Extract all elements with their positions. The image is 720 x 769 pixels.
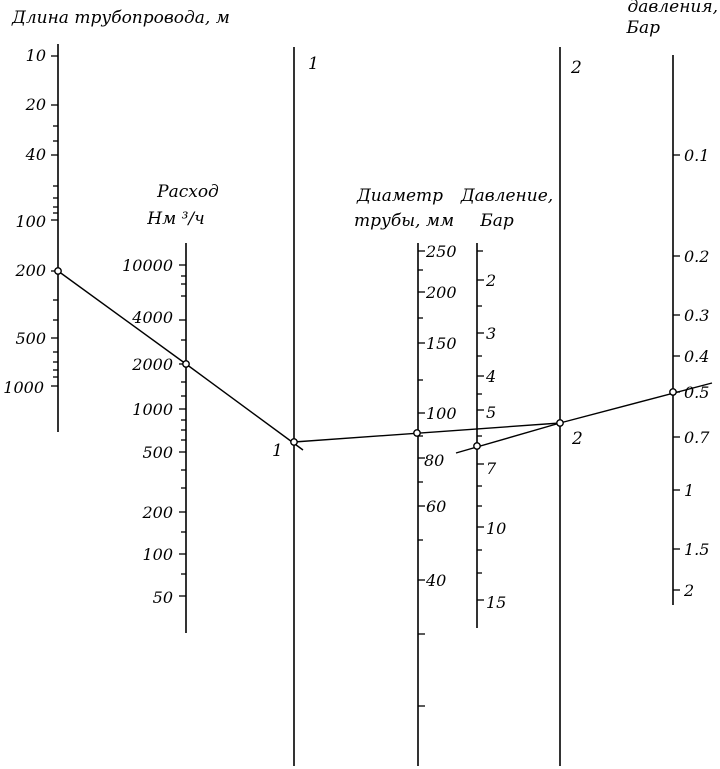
pressure-tick-label-5: 5 bbox=[486, 403, 497, 422]
diameter-tick-label-80: 80 bbox=[424, 451, 445, 470]
pressure-tick-label-2: 2 bbox=[486, 271, 497, 290]
flow-tick-label-1000: 1000 bbox=[132, 400, 173, 419]
key-line-reference-2-to-drop bbox=[560, 383, 712, 423]
key-point-pressure bbox=[474, 443, 480, 449]
drop-tick-label-0.1: 0.1 bbox=[684, 146, 710, 165]
length-tick-label-10: 10 bbox=[25, 46, 46, 65]
drop-tick-label-0.3: 0.3 bbox=[684, 306, 710, 325]
flow-scale bbox=[122, 256, 186, 607]
pressure-tick-label-4: 4 bbox=[486, 367, 497, 386]
key-point-drop bbox=[670, 389, 676, 395]
key-point-diameter bbox=[414, 430, 420, 436]
flow-tick-label-50: 50 bbox=[152, 588, 173, 607]
flow-scale-title-line1: Расход bbox=[157, 182, 219, 202]
reference-axis-2-label: 2 bbox=[571, 58, 582, 78]
key-point-length bbox=[55, 268, 61, 274]
drop-scale-title-line2: Бар bbox=[626, 18, 660, 38]
flow-tick-label-500: 500 bbox=[142, 443, 173, 462]
flow-tick-label-200: 200 bbox=[142, 503, 173, 522]
pressure-tick-label-7: 7 bbox=[486, 459, 497, 478]
drop-scale-title-line1: давления, bbox=[627, 0, 718, 17]
diameter-scale-title-line2: трубы, мм bbox=[353, 211, 455, 231]
flow-scale-title-line2: Нм ³/ч bbox=[147, 209, 205, 229]
reference-axis-1-label: 1 bbox=[308, 54, 319, 74]
diameter-tick-label-60: 60 bbox=[426, 497, 447, 516]
flow-tick-label-4000: 4000 bbox=[132, 308, 173, 327]
drop-tick-label-0.5: 0.5 bbox=[684, 383, 710, 402]
length-scale-title: Длина трубопровода, м bbox=[12, 8, 230, 28]
reference-point-2-label: 2 bbox=[572, 429, 583, 449]
length-tick-label-100: 100 bbox=[15, 212, 46, 231]
key-point-reference-2 bbox=[557, 420, 563, 426]
flow-tick-label-10000: 10000 bbox=[122, 256, 173, 275]
diameter-tick-label-150: 150 bbox=[426, 334, 457, 353]
pressure-tick-label-15: 15 bbox=[486, 593, 507, 612]
pressure-scale bbox=[477, 251, 506, 612]
diameter-tick-label-200: 200 bbox=[426, 283, 457, 302]
key-line-reference-1-to-reference-2 bbox=[294, 423, 560, 442]
flow-tick-label-2000: 2000 bbox=[132, 355, 173, 374]
drop-tick-label-0.7: 0.7 bbox=[684, 428, 710, 447]
reference-point-1-label: 1 bbox=[272, 441, 283, 461]
diameter-tick-label-250: 250 bbox=[426, 242, 457, 261]
drop-tick-label-2: 2 bbox=[684, 581, 695, 600]
flow-tick-label-100: 100 bbox=[142, 545, 173, 564]
pressure-scale-title-line2: Бар bbox=[480, 211, 514, 231]
drop-tick-label-1: 1 bbox=[684, 481, 695, 500]
drop-tick-label-0.4: 0.4 bbox=[684, 347, 710, 366]
diameter-tick-label-100: 100 bbox=[426, 404, 457, 423]
length-tick-label-40: 40 bbox=[25, 145, 46, 164]
length-tick-label-200: 200 bbox=[15, 261, 46, 280]
length-tick-label-500: 500 bbox=[15, 329, 46, 348]
diameter-tick-label-40: 40 bbox=[426, 571, 447, 590]
length-tick-label-1000: 1000 bbox=[3, 378, 44, 397]
diameter-scale-title-line1: Диаметр bbox=[356, 186, 444, 206]
drop-tick-label-1.5: 1.5 bbox=[684, 540, 710, 559]
pressure-tick-label-10: 10 bbox=[486, 519, 507, 538]
drop-scale bbox=[673, 146, 710, 600]
key-point-reference-1 bbox=[291, 439, 297, 445]
pressure-tick-label-3: 3 bbox=[486, 324, 497, 343]
pressure-scale-title-line1: Давление, bbox=[460, 186, 554, 206]
key-line-flow-to-reference-1 bbox=[186, 364, 303, 450]
drop-tick-label-0.2: 0.2 bbox=[684, 247, 710, 266]
length-scale bbox=[3, 46, 58, 397]
key-point-flow bbox=[183, 361, 189, 367]
length-tick-label-20: 20 bbox=[25, 95, 46, 114]
key-line-pressure-to-reference-2 bbox=[456, 423, 560, 453]
diameter-scale bbox=[418, 242, 457, 706]
